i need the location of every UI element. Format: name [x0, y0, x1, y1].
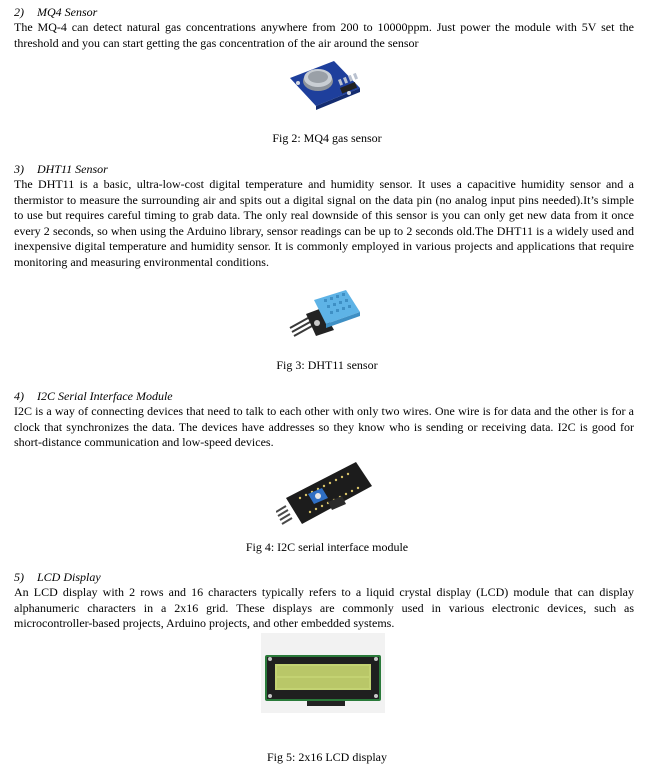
figure-caption-3: Fig 3: DHT11 sensor [276, 358, 378, 372]
section-body-dht11: The DHT11 is a basic, ultra-low-cost digital temperature and humidity sensor. It uses a capacitive humidity sensor and a thermistor to measure the surrounding air and spits out a digital signal on the data pin (no analog input pins needed).It’s simple to use but requires careful timing to grab data. The only real downside of this sensor is you can only get new data from it once every 2 seconds, so when using the Arduino library, sensor readings can be up to 2 seconds old.The DHT11 is a widely used and inexpensive digital temperature and humidity sensor. It is commonly employed in various projects and applications that require monitoring and measuring environmental conditions. [14, 177, 634, 269]
section-heading-i2c [14, 389, 173, 404]
figure-caption-2: Fig 2: MQ4 gas sensor [272, 131, 382, 145]
mq4-sensor-image [288, 58, 362, 110]
figure-caption-5: Fig 5: 2x16 LCD display [266, 750, 387, 764]
figure-caption-4: Fig 4: I2C serial interface module [245, 540, 409, 554]
section-number: 3) [14, 162, 24, 176]
section-title: DHT11 Sensor [37, 162, 108, 176]
section-title: I2C Serial Interface Module [37, 389, 173, 403]
section-number: 2) [14, 5, 24, 19]
section-number: 4) [14, 389, 24, 403]
section-heading-dht11 [14, 162, 108, 177]
section-heading-mq4 [14, 5, 97, 20]
i2c-module-image [276, 458, 376, 532]
section-number: 5) [14, 570, 24, 584]
dht11-sensor-image [286, 288, 362, 338]
section-body-i2c: I2C is a way of connecting devices that need to talk to each other with only two wires. One wire is for data and the other is for a clock that synchronizes the data. The devices have addresses so they know who is sending or receiving data. I2C is good for short-distance communication and low-speed devices. [14, 404, 634, 449]
section-title: LCD Display [37, 570, 101, 584]
section-body-lcd: An LCD display with 2 rows and 16 characters typically refers to a liquid crystal display (LCD) module that can display alphanumeric characters in a 2x16 grid. These displays are commonly used in various electronic devices, such as microcontroller-based projects, Arduino projects, and other embedded systems. [14, 585, 634, 630]
section-heading-lcd [14, 570, 101, 585]
section-title: MQ4 Sensor [37, 5, 98, 19]
section-body-mq4: The MQ-4 can detect natural gas concentrations anywhere from 200 to 10000ppm. Just power the module with 5V set the threshold and you can start getting the gas concentration of the air around the sensor [14, 20, 634, 50]
lcd-display-image [261, 633, 385, 713]
